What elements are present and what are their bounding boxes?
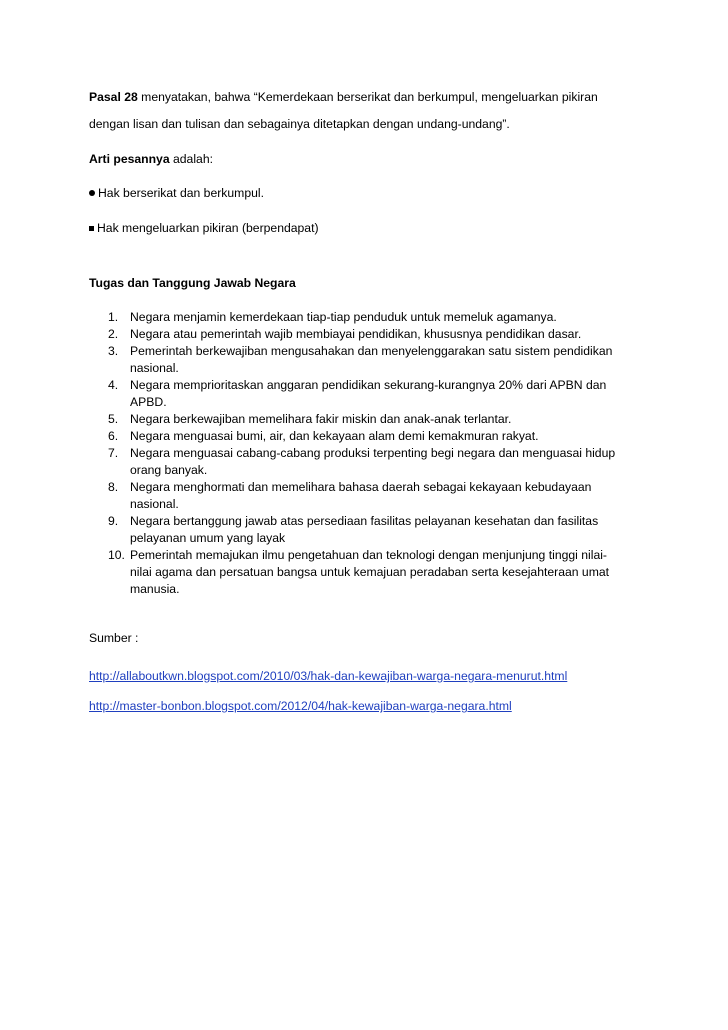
task-text: Negara menghormati dan memelihara bahasa daerah sebagai kekayaan kebudayaan [130,480,592,494]
paragraph-line-2: dengan lisan dan tulisan dan sebagainya ditetapkan dengan undang-undang”. [89,117,510,131]
task-text-continued: nasional. [130,361,179,375]
task-number: 4. [108,378,119,392]
task-item-2 [108,326,628,343]
bullet-text-1: Hak berserikat dan berkumpul. [98,186,264,200]
task-text: Negara menjamin kemerdekaan tiap-tiap penduduk untuk memeluk agamanya. [130,310,557,324]
task-number: 6. [108,429,119,443]
pasal-label: Pasal 28 [89,90,138,104]
task-item-10 [108,547,628,598]
task-item-9 [108,513,628,547]
task-text-continued: orang banyak. [130,463,208,477]
task-item-1 [108,309,628,326]
tasks-list [108,309,628,598]
task-item-8 [108,479,628,513]
task-item-6 [108,428,628,445]
tasks-heading: Tugas dan Tanggung Jawab Negara [89,276,296,290]
source-label: Sumber : [89,631,139,645]
task-item-5 [108,411,628,428]
task-text: Negara menguasai cabang-cabang produksi terpenting begi negara dan menguasai hidup [130,446,616,460]
task-text-continued: nilai agama dan persatuan bangsa untuk kemajuan peradaban serta kesejahteraan umat [130,565,610,579]
bullet-item-2 [89,221,319,235]
meaning-line [89,152,213,166]
task-text: Negara menguasai bumi, air, dan kekayaan alam demi kemakmuran rakyat. [130,429,539,443]
task-number: 9. [108,514,119,528]
source-link-1[interactable]: http://allaboutkwn.blogspot.com/2010/03/hak-dan-kewajiban-warga-negara-menurut.html [89,669,568,683]
task-number: 1. [108,310,119,324]
meaning-text: adalah: [169,152,213,166]
paragraph-text-1: menyatakan, bahwa “Kemerdekaan berserikat dan berkumpul, mengeluarkan pikiran [137,90,598,104]
bullet-text-2: Hak mengeluarkan pikiran (berpendapat) [97,221,319,235]
task-number: 8. [108,480,119,494]
bullet-item-1 [89,186,264,200]
task-text: Pemerintah memajukan ilmu pengetahuan dan teknologi dengan menjunjung tinggi nilai- [130,548,607,562]
task-text-continued: APBD. [130,395,167,409]
source-link-2[interactable]: http://master-bonbon.blogspot.com/2012/04/hak-kewajiban-warga-negara.html [89,699,512,713]
task-text-continued: pelayanan umum yang layak [130,531,286,545]
paragraph-line-1 [89,90,598,104]
task-text: Negara memprioritaskan anggaran pendidikan sekurang-kurangnya 20% dari APBN dan [130,378,607,392]
task-item-4 [108,377,628,411]
task-text-continued: manusia. [130,582,180,596]
task-number: 2. [108,327,119,341]
task-number: 7. [108,446,119,460]
meaning-label: Arti pesannya [89,152,170,166]
task-item-7 [108,445,628,479]
task-text: Negara atau pemerintah wajib membiayai pendidikan, khususnya pendidikan dasar. [130,327,582,341]
task-text: Pemerintah berkewajiban mengusahakan dan menyelenggarakan satu sistem pendidikan [130,344,613,358]
bullet-square-icon [89,226,94,231]
task-text: Negara berkewajiban memelihara fakir miskin dan anak-anak terlantar. [130,412,512,426]
task-number: 10. [108,548,125,562]
task-number: 5. [108,412,119,426]
task-item-3 [108,343,628,377]
task-number: 3. [108,344,119,358]
task-text-continued: nasional. [130,497,179,511]
task-text: Negara bertanggung jawab atas persediaan fasilitas pelayanan kesehatan dan fasilitas [130,514,599,528]
bullet-dot-icon [89,190,95,196]
